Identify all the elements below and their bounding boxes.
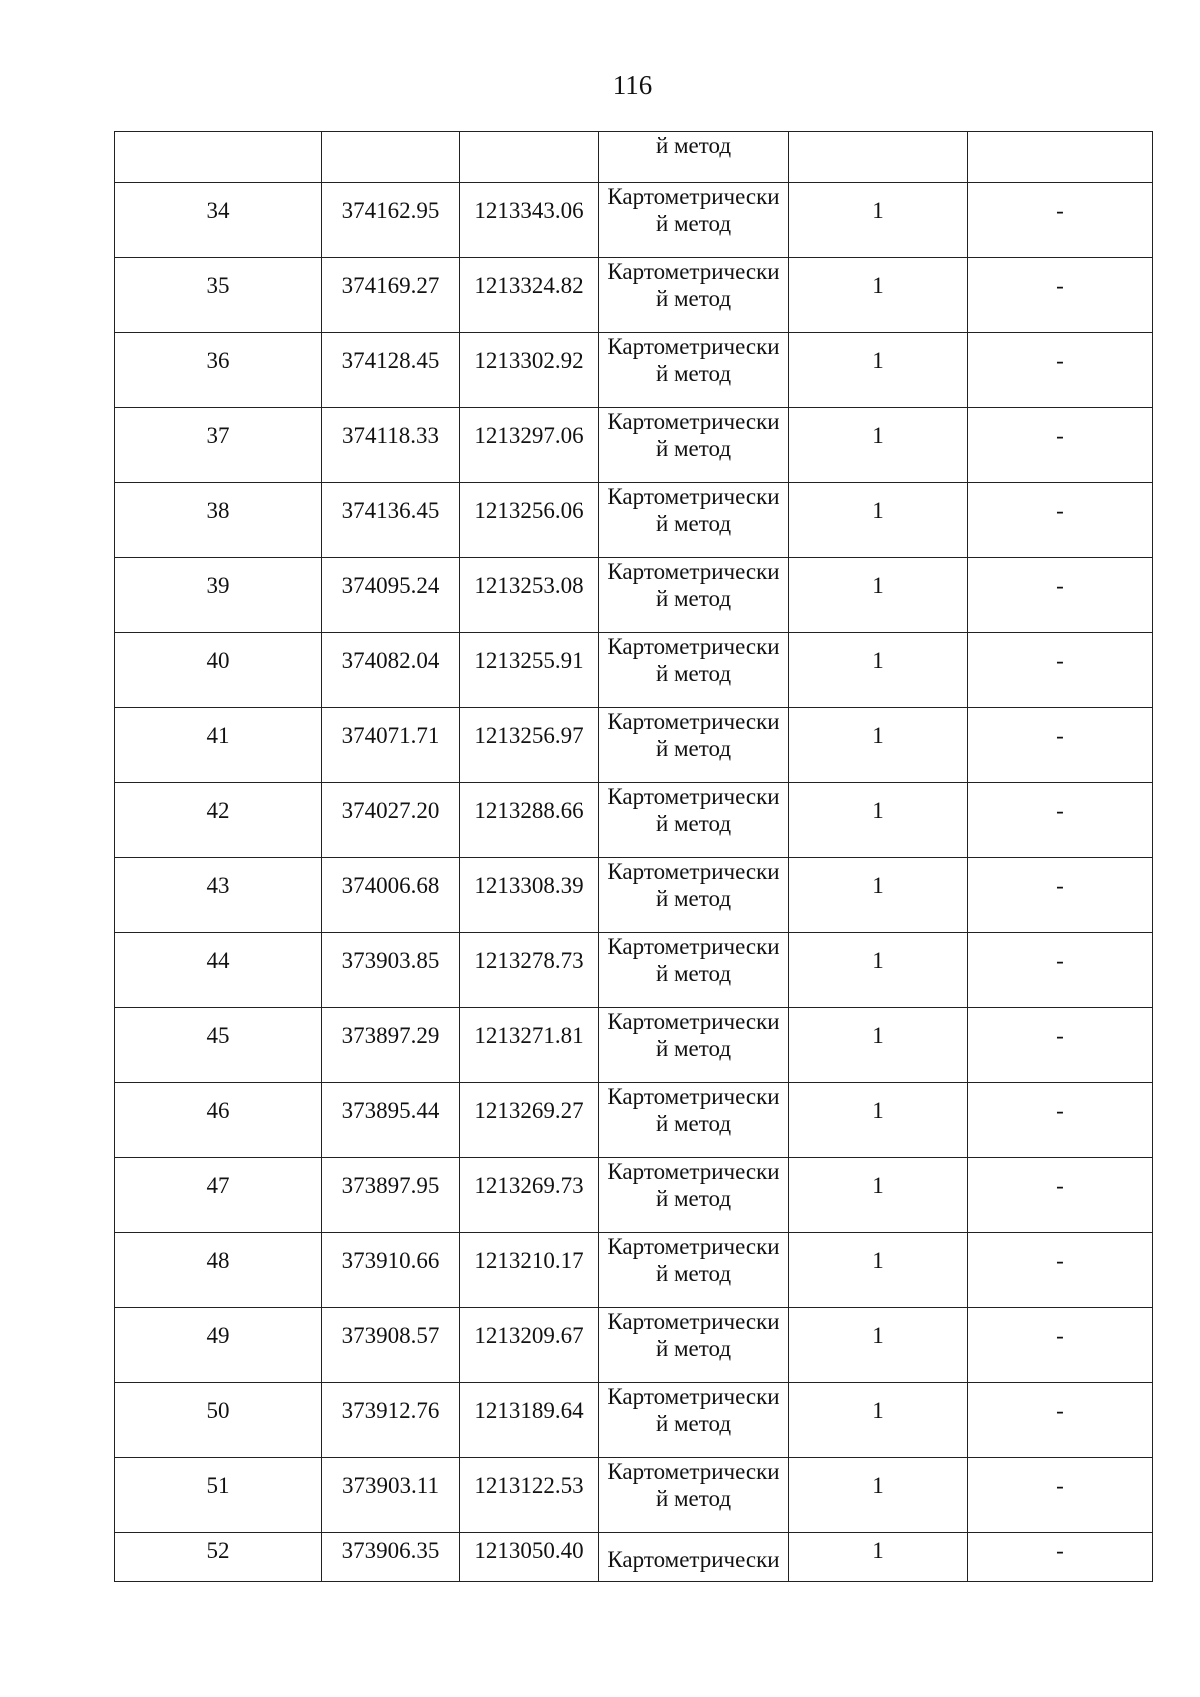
cell-note: - (968, 708, 1153, 783)
method-line-2: й метод (655, 1486, 732, 1511)
table-row (115, 1458, 1153, 1533)
table-row (115, 333, 1153, 408)
cell-y: 1213269.73 (460, 1158, 599, 1233)
method-line-2: й метод (655, 286, 732, 311)
cell-note: - (968, 1233, 1153, 1308)
method-line-2: й метод (655, 1186, 732, 1211)
method-line-1: Картометрически (607, 859, 780, 884)
cell-x: 374082.04 (322, 633, 460, 708)
cell-point-number: 35 (115, 258, 322, 333)
cell-note: - (968, 933, 1153, 1008)
cell-x: 373897.95 (322, 1158, 460, 1233)
cell-method (599, 1458, 789, 1533)
cell-y (460, 132, 599, 183)
method-line-2: й метод (655, 1336, 732, 1361)
method-line-2: й метод (655, 1411, 732, 1436)
cell-x: 374136.45 (322, 483, 460, 558)
cell-method (599, 1383, 789, 1458)
cell-accuracy: 1 (789, 558, 968, 633)
cell-point-number: 38 (115, 483, 322, 558)
table-row (115, 258, 1153, 333)
method-line-2: й метод (655, 811, 732, 836)
coordinates-table (114, 131, 1153, 1582)
cell-point-number: 34 (115, 183, 322, 258)
cell-note: - (968, 1308, 1153, 1383)
cell-x: 373897.29 (322, 1008, 460, 1083)
table-row (115, 858, 1153, 933)
cell-y: 1213324.82 (460, 258, 599, 333)
table-row (115, 1008, 1153, 1083)
cell-accuracy: 1 (789, 1008, 968, 1083)
table-row (115, 1158, 1153, 1233)
method-line-1: Картометрически (607, 409, 780, 434)
method-line-1: Картометрически (607, 1084, 780, 1109)
table-body (115, 132, 1153, 1582)
cell-y: 1213256.97 (460, 708, 599, 783)
cell-note: - (968, 1458, 1153, 1533)
method-line-2: й метод (655, 1036, 732, 1061)
cell-method (599, 933, 789, 1008)
cell-x: 374027.20 (322, 783, 460, 858)
cell-method (599, 708, 789, 783)
cell-point-number: 43 (115, 858, 322, 933)
cell-point-number (115, 132, 322, 183)
method-line-1: Картометрически (607, 1384, 780, 1409)
cell-x: 374006.68 (322, 858, 460, 933)
cell-x: 374162.95 (322, 183, 460, 258)
table-row (115, 783, 1153, 858)
page-number: 116 (612, 70, 653, 100)
method-line-2: й метод (655, 736, 732, 761)
table-row (115, 633, 1153, 708)
method-line-1: Картометрически (607, 1009, 780, 1034)
method-line-2: й метод (655, 511, 732, 536)
table-row (115, 708, 1153, 783)
cell-y: 1213343.06 (460, 183, 599, 258)
cell-x: 374095.24 (322, 558, 460, 633)
cell-method (599, 783, 789, 858)
cell-y: 1213210.17 (460, 1233, 599, 1308)
cell-accuracy: 1 (789, 933, 968, 1008)
method-line-2: й метод (655, 1111, 732, 1136)
cell-point-number: 40 (115, 633, 322, 708)
method-line-2: й метод (655, 436, 732, 461)
cell-point-number: 52 (115, 1533, 322, 1582)
method-line-1: Картометрически (607, 1459, 780, 1484)
method-line-1: Картометрически (607, 334, 780, 359)
cell-x: 373903.11 (322, 1458, 460, 1533)
cell-x: 373908.57 (322, 1308, 460, 1383)
cell-note: - (968, 1383, 1153, 1458)
table-row (115, 1083, 1153, 1158)
table-row (115, 1308, 1153, 1383)
method-line-2: й метод (655, 211, 732, 236)
cell-note: - (968, 633, 1153, 708)
cell-method (599, 1008, 789, 1083)
method-text: й метод (655, 133, 732, 158)
cell-accuracy: 1 (789, 1233, 968, 1308)
cell-point-number: 50 (115, 1383, 322, 1458)
cell-x: 374128.45 (322, 333, 460, 408)
cell-note: - (968, 1083, 1153, 1158)
cell-method (599, 1308, 789, 1383)
method-line-1: Картометрически (607, 709, 780, 734)
cell-y: 1213271.81 (460, 1008, 599, 1083)
cell-y: 1213050.40 (460, 1533, 599, 1582)
cell-accuracy: 1 (789, 1083, 968, 1158)
cell-accuracy: 1 (789, 183, 968, 258)
cell-method (599, 408, 789, 483)
table-row (115, 933, 1153, 1008)
cell-point-number: 47 (115, 1158, 322, 1233)
cell-point-number: 49 (115, 1308, 322, 1383)
method-line-1: Картометрически (607, 484, 780, 509)
cell-note: - (968, 183, 1153, 258)
cell-accuracy: 1 (789, 258, 968, 333)
cell-x: 373912.76 (322, 1383, 460, 1458)
method-line-2: й метод (655, 886, 732, 911)
cell-point-number: 46 (115, 1083, 322, 1158)
cell-x: 374169.27 (322, 258, 460, 333)
cell-x: 373910.66 (322, 1233, 460, 1308)
cell-y: 1213189.64 (460, 1383, 599, 1458)
cell-note: - (968, 333, 1153, 408)
table-row (115, 183, 1153, 258)
cell-point-number: 39 (115, 558, 322, 633)
method-line-1: Картометрически (607, 1309, 780, 1334)
cell-y: 1213288.66 (460, 783, 599, 858)
table-row (115, 1233, 1153, 1308)
cell-point-number: 37 (115, 408, 322, 483)
cell-accuracy: 1 (789, 333, 968, 408)
cell-y: 1213278.73 (460, 933, 599, 1008)
cell-accuracy: 1 (789, 408, 968, 483)
method-line-2: й метод (655, 661, 732, 686)
cell-point-number: 41 (115, 708, 322, 783)
cell-method (599, 132, 789, 183)
cell-point-number: 45 (115, 1008, 322, 1083)
cell-note: - (968, 858, 1153, 933)
cell-y: 1213269.27 (460, 1083, 599, 1158)
method-line-1: Картометрически (607, 934, 780, 959)
table-row-continued (115, 132, 1153, 183)
cell-accuracy: 1 (789, 1458, 968, 1533)
cell-y: 1213209.67 (460, 1308, 599, 1383)
cell-method (599, 1083, 789, 1158)
cell-accuracy: 1 (789, 1308, 968, 1383)
cell-point-number: 48 (115, 1233, 322, 1308)
cell-point-number: 51 (115, 1458, 322, 1533)
method-line-2: й метод (655, 1261, 732, 1286)
cell-y: 1213122.53 (460, 1458, 599, 1533)
method-line-2: й метод (655, 586, 732, 611)
cell-y: 1213308.39 (460, 858, 599, 933)
cell-accuracy: 1 (789, 783, 968, 858)
cell-point-number: 42 (115, 783, 322, 858)
cell-x: 374071.71 (322, 708, 460, 783)
cell-note: - (968, 1008, 1153, 1083)
cell-x (322, 132, 460, 183)
cell-method (599, 333, 789, 408)
cell-method: Картометрически (599, 1533, 789, 1582)
cell-note: - (968, 1158, 1153, 1233)
cell-method (599, 183, 789, 258)
cell-accuracy (789, 132, 968, 183)
cell-x: 373903.85 (322, 933, 460, 1008)
cell-accuracy: 1 (789, 633, 968, 708)
cell-method (599, 1233, 789, 1308)
cell-accuracy: 1 (789, 1533, 968, 1582)
cell-note (968, 132, 1153, 183)
cell-point-number: 44 (115, 933, 322, 1008)
cell-note: - (968, 483, 1153, 558)
cell-method (599, 633, 789, 708)
cell-x: 373906.35 (322, 1533, 460, 1582)
cell-y: 1213302.92 (460, 333, 599, 408)
cell-accuracy: 1 (789, 483, 968, 558)
method-line-1: Картометрически (607, 784, 780, 809)
cell-y: 1213297.06 (460, 408, 599, 483)
cell-note: - (968, 1533, 1153, 1582)
cell-method (599, 258, 789, 333)
cell-y: 1213255.91 (460, 633, 599, 708)
cell-accuracy: 1 (789, 858, 968, 933)
method-line-1: Картометрически (607, 559, 780, 584)
method-line-2: й метод (655, 361, 732, 386)
method-line-1: Картометрически (607, 1234, 780, 1259)
cell-method (599, 1158, 789, 1233)
cell-accuracy: 1 (789, 1158, 968, 1233)
table-row (115, 1383, 1153, 1458)
method-line-1: Картометрически (607, 1159, 780, 1184)
cell-accuracy: 1 (789, 1383, 968, 1458)
cell-note: - (968, 408, 1153, 483)
cell-note: - (968, 258, 1153, 333)
cell-accuracy: 1 (789, 708, 968, 783)
cell-y: 1213256.06 (460, 483, 599, 558)
method-line-1: Картометрически (607, 184, 780, 209)
cell-x: 373895.44 (322, 1083, 460, 1158)
cell-note: - (968, 783, 1153, 858)
method-line-1: Картометрически (607, 259, 780, 284)
method-line-1: Картометрически (607, 634, 780, 659)
cell-point-number: 36 (115, 333, 322, 408)
cell-x: 374118.33 (322, 408, 460, 483)
table-row-last (115, 1533, 1153, 1582)
table-row (115, 558, 1153, 633)
cell-note: - (968, 558, 1153, 633)
method-line-2: й метод (655, 961, 732, 986)
cell-method (599, 858, 789, 933)
table-row (115, 483, 1153, 558)
cell-method (599, 558, 789, 633)
cell-y: 1213253.08 (460, 558, 599, 633)
table-row (115, 408, 1153, 483)
cell-method (599, 483, 789, 558)
